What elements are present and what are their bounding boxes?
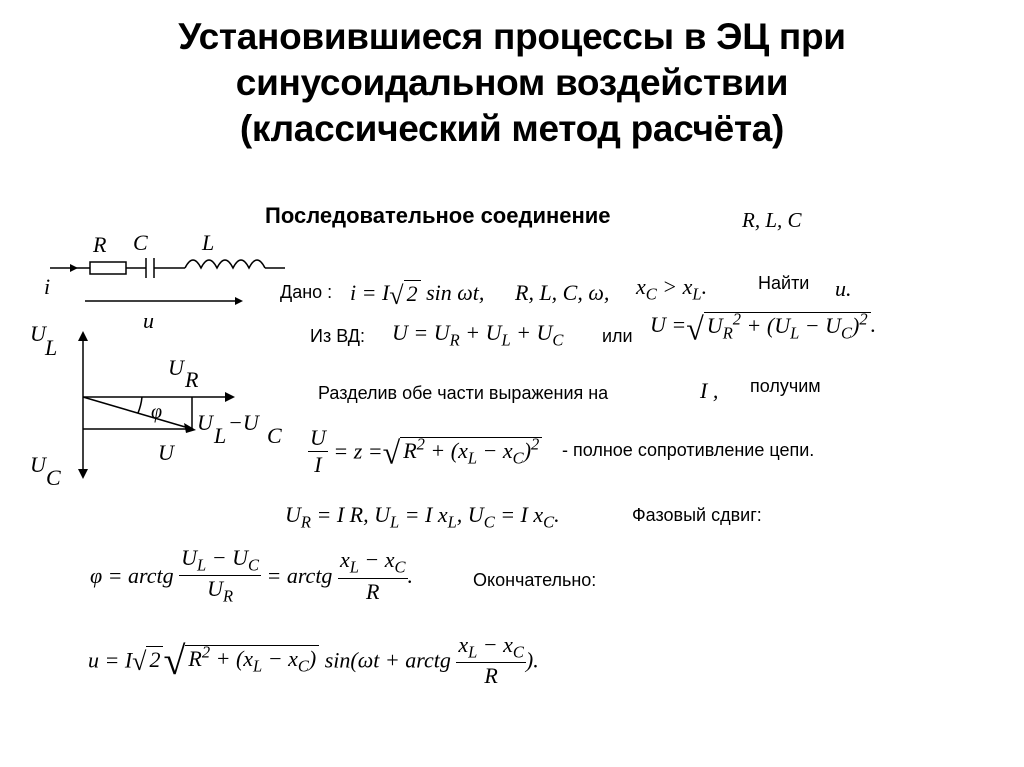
vd-p2: + U xyxy=(510,320,553,345)
title-line-3: (классический метод расчёта) xyxy=(239,108,785,149)
label-diff-a-sub: L xyxy=(214,423,227,448)
arrow-UC xyxy=(78,469,88,479)
phase-lhs: φ = arctg xyxy=(90,562,174,588)
ph-n1: U xyxy=(181,545,198,570)
given-current-root: 2 xyxy=(404,280,421,306)
label-diff-minus: −U xyxy=(228,410,259,435)
vd-rad1: U xyxy=(706,313,723,339)
given-cond-sub1: C xyxy=(645,284,657,304)
final-fraction xyxy=(456,632,526,689)
divide-result: получим xyxy=(750,376,821,396)
vd-magnitude xyxy=(650,310,877,347)
given-current-eq: i = I xyxy=(350,280,390,305)
volt-c: , U xyxy=(456,502,484,527)
vd-p1: + U xyxy=(459,320,502,345)
imp-rm: − x xyxy=(477,437,513,463)
label-C: C xyxy=(133,230,148,255)
phi-arc xyxy=(138,397,142,413)
fin-d: R xyxy=(484,663,498,689)
fin-ns: L xyxy=(468,642,478,662)
subtitle-elements: R, L, C xyxy=(742,208,802,232)
final-end: ). xyxy=(525,647,539,673)
impedance-caption: - полное сопротивление цепи. xyxy=(562,440,815,460)
fin-radp: 2 xyxy=(201,642,211,662)
vd-rad2s2: C xyxy=(841,323,853,343)
ph-n1s: L xyxy=(197,555,207,575)
ph-n1s2: C xyxy=(247,555,259,575)
final-sin: sin(ωt + arctg xyxy=(319,647,451,673)
circuit-diagram xyxy=(30,228,300,338)
fin-rs1: L xyxy=(253,656,263,676)
arrow-UR xyxy=(225,392,235,402)
fin-n: x xyxy=(458,632,469,657)
label-UL-sub: L xyxy=(45,335,58,360)
vd-s3: C xyxy=(552,330,564,350)
imp-rad: R xyxy=(403,437,417,463)
vd-rad2s1: L xyxy=(790,323,800,343)
label-U: U xyxy=(158,440,174,465)
fin-nm: − x xyxy=(477,632,513,657)
final-root: 2 xyxy=(146,646,163,672)
page-title xyxy=(0,14,1024,152)
final-label: Окончательно: xyxy=(473,570,597,590)
given-cond-mid: > x xyxy=(656,274,693,299)
vector-U xyxy=(83,397,192,429)
vd-s1: R xyxy=(449,330,460,350)
vd-eq: U = U xyxy=(392,320,450,345)
divide-text: Разделив обе части выражения на xyxy=(318,383,609,403)
given-params: R, L, C, ω, xyxy=(515,280,610,305)
ph-n2s: L xyxy=(349,557,359,577)
imp-rp: 2 xyxy=(531,434,540,454)
vector-diagram xyxy=(20,325,300,500)
fin-rm: − x xyxy=(262,645,298,671)
current-arrow-head xyxy=(70,264,78,272)
vd-rad2e: ) xyxy=(852,313,860,339)
vd-rad2m: − U xyxy=(799,313,842,339)
fin-rad2: + (x xyxy=(210,645,254,671)
vd-label: Из ВД: xyxy=(310,326,365,346)
final-lhs: u = I xyxy=(88,647,133,673)
inductor-symbol xyxy=(185,260,265,268)
volt-cs2: C xyxy=(543,512,555,532)
label-diff-a: U xyxy=(197,410,213,435)
sqrt-symbol: √ 2 xyxy=(389,281,420,309)
phase-formula xyxy=(90,545,413,607)
fin-rad: R xyxy=(188,645,202,671)
title-line-2: синусоидальном воздействии xyxy=(235,62,789,103)
find-target: u. xyxy=(835,276,852,301)
ph-n1m: − U xyxy=(206,545,248,570)
volt-b2: = I x xyxy=(399,502,448,527)
given-current-formula xyxy=(350,280,484,309)
label-L: L xyxy=(202,230,215,255)
imp-radp: 2 xyxy=(416,434,425,454)
find-label: Найти xyxy=(758,273,810,293)
fin-ns2: C xyxy=(512,642,524,662)
volt-a: U xyxy=(285,502,301,527)
vd-rad1s: R xyxy=(722,323,733,343)
vd-rad2p: 2 xyxy=(859,310,868,329)
ph-d1: U xyxy=(207,576,223,602)
fin-re: ) xyxy=(308,645,317,671)
label-UR: U xyxy=(168,355,184,380)
volt-a2: = I R, U xyxy=(310,502,390,527)
fin-rs2: C xyxy=(297,656,309,676)
given-cond-end: . xyxy=(701,274,708,299)
ph-d2: R xyxy=(366,578,380,604)
arrow-U xyxy=(184,423,196,433)
label-UL: U xyxy=(30,325,46,346)
label-i: i xyxy=(44,274,51,299)
given-cond-sub2: L xyxy=(692,284,702,304)
imp-rs1: L xyxy=(467,448,478,468)
given-current-tail: sin ωt, xyxy=(420,280,485,305)
impedance-fraction xyxy=(308,425,328,478)
imp-den: I xyxy=(314,452,322,477)
imp-num: U xyxy=(310,425,326,450)
final-formula xyxy=(88,632,539,689)
vd-vector-sum xyxy=(392,320,563,350)
ph-n2m: − x xyxy=(358,547,395,573)
label-u: u xyxy=(143,308,154,333)
given-condition xyxy=(636,274,707,304)
given-cond-x1: x xyxy=(636,274,646,299)
divide-var: I , xyxy=(700,378,719,403)
vd-s2: L xyxy=(501,330,511,350)
phase-label: Фазовый сдвиг: xyxy=(632,505,762,525)
final-sqrt-big: √ $R^2 + (x_L - x_C)$ xyxy=(163,641,319,681)
imp-rad2: + (x xyxy=(424,437,468,463)
vd-rad2: + (U xyxy=(741,313,791,339)
label-phi: φ xyxy=(151,401,163,423)
vd-rad1p: 2 xyxy=(732,310,742,329)
vd-or-label: или xyxy=(602,326,633,346)
label-UC-sub: C xyxy=(46,465,61,490)
impedance-formula xyxy=(308,425,542,478)
imp-re: ) xyxy=(523,437,532,463)
phase-fraction-1 xyxy=(179,545,261,607)
volt-bs: L xyxy=(389,512,400,532)
arrow-UL xyxy=(78,331,88,341)
section-subtitle: Последовательное соединение xyxy=(265,203,611,228)
phase-mid: = arctg xyxy=(266,562,333,588)
volt-bs2: L xyxy=(447,512,457,532)
title-line-1: Установившиеся процессы в ЭЦ при xyxy=(178,16,846,57)
label-diff-b-sub: C xyxy=(267,423,282,448)
label-UR-sub: R xyxy=(185,367,199,392)
final-sqrt2: √ 2 xyxy=(132,647,163,675)
given-label: Дано : xyxy=(280,282,333,302)
resistor-symbol xyxy=(90,262,126,274)
imp-mid: = z = xyxy=(333,438,383,464)
volt-c2: = I x xyxy=(494,502,544,527)
ph-n2s2: C xyxy=(394,557,406,577)
volt-end: . xyxy=(554,502,560,527)
label-R: R xyxy=(93,232,107,257)
ph-n2: x xyxy=(339,547,350,573)
phase-end: . xyxy=(407,562,414,588)
label-UC: U xyxy=(30,452,46,477)
voltage-arrow-head xyxy=(235,297,243,305)
voltage-equations xyxy=(285,502,560,532)
vd-end: . xyxy=(870,312,877,338)
vd-mag: U = xyxy=(650,312,687,338)
volt-as: R xyxy=(300,512,311,532)
phase-fraction-2 xyxy=(338,547,408,604)
vd-sqrt: √ $U_R^2 + (U_L - U_C)^2$ xyxy=(686,310,870,344)
imp-sqrt: √ $R^2 + (x_L - x_C)^2$ xyxy=(383,434,543,468)
volt-cs: C xyxy=(483,512,495,532)
imp-rs2: C xyxy=(512,448,524,468)
ph-d1s: R xyxy=(222,586,234,606)
